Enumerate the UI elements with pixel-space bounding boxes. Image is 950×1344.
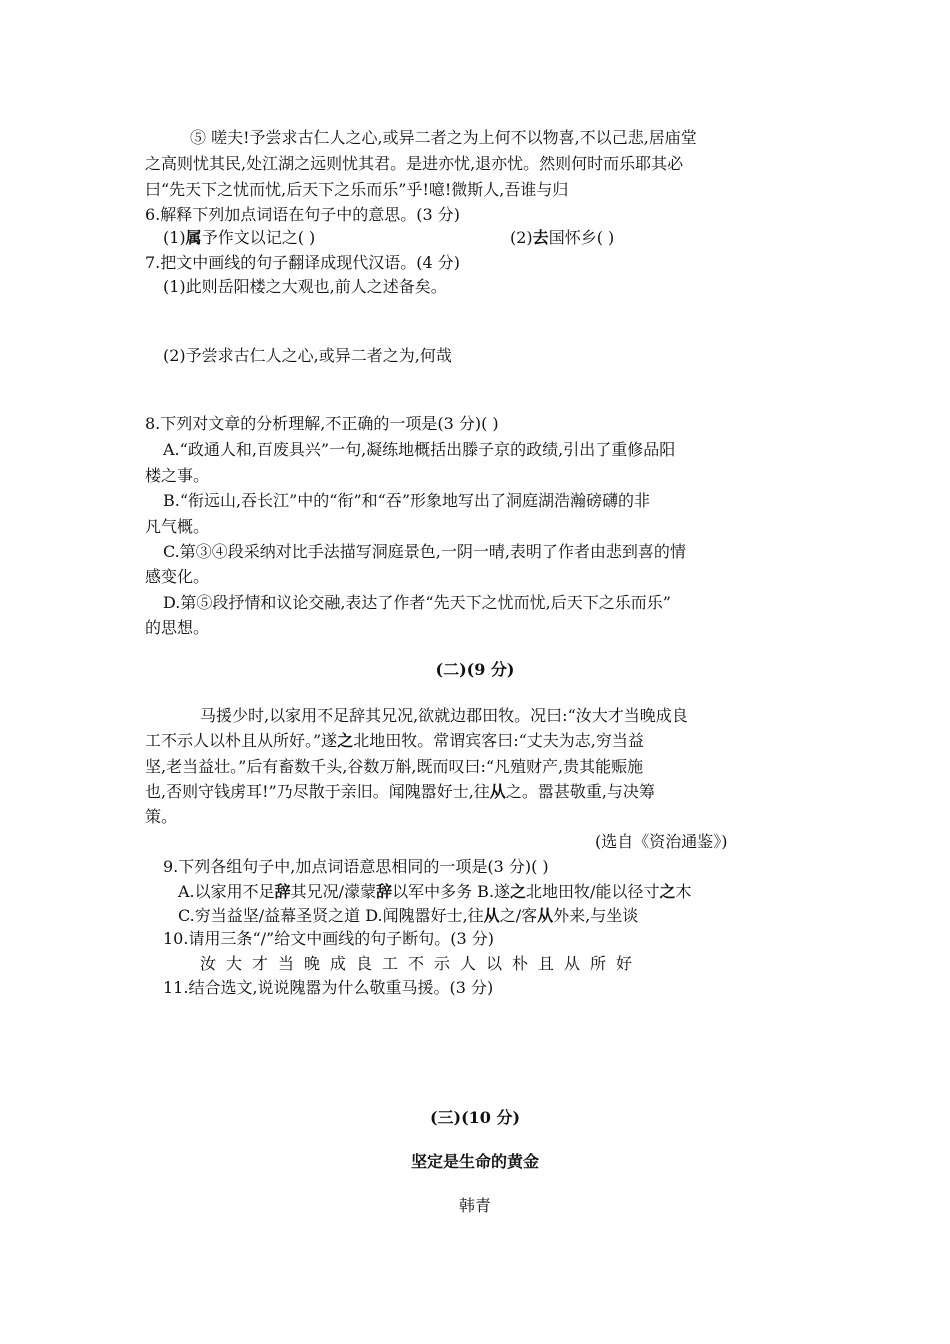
- section-2-source: (选自《资治通鉴》): [595, 832, 728, 851]
- q9-stem: 9.下列各组句子中,加点词语意思相同的一项是(3 分)( ): [163, 857, 549, 876]
- q7-sentence-1: (1)此则岳阳楼之大观也,前人之述备矣。: [163, 277, 447, 296]
- section-2-paragraph-line-3: 坚,老当益壮。”后有畜数千头,谷数万斛,既而叹曰:“凡殖财产,贵其能赈施: [145, 757, 644, 776]
- section-2-line-4-dotted-word: 从: [489, 782, 506, 801]
- q9-ab-text-1: A.以家用不足: [178, 882, 275, 901]
- section-2-line-4-text-a: 也,否则守钱虏耳!”乃尽散于亲旧。闻隗嚣好士,往: [145, 782, 490, 801]
- q7-sentence-2: (2)予尝求古仁人之心,或异二者之为,何哉: [163, 346, 452, 365]
- section-2-heading: (二)(9 分): [435, 660, 515, 679]
- q9-options-ab: [178, 882, 691, 902]
- section-2-paragraph-line-5: 策。: [145, 807, 178, 826]
- q9-cd-dotted-2: 从: [537, 906, 554, 925]
- q9-ab-dotted-4: 之: [659, 882, 676, 901]
- q8-option-c-line-2: 感变化。: [145, 567, 210, 586]
- q6-item-2: [510, 228, 614, 248]
- section-3-heading: (三)(10 分): [429, 1108, 521, 1127]
- q6-stem: 6.解释下列加点词语在句子中的意思。(3 分): [145, 205, 461, 224]
- q9-ab-text-3: 以军中多务 B.遂: [392, 882, 511, 901]
- q9-ab-text-4: 北地田牧/能以径寸: [526, 882, 660, 901]
- article-title: 坚定是生命的黄金: [410, 1152, 539, 1171]
- q8-option-b-line-1: B.“衔远山,吞长江”中的“衔”和“吞”形象地写出了洞庭湖浩瀚磅礴的非: [163, 491, 651, 510]
- section-2-paragraph-line-4: [145, 782, 655, 802]
- q9-cd-text-1: C.穷当益坚/益幕圣贤之道 D.闻隗嚣好士,往: [178, 906, 484, 925]
- q7-stem: 7.把文中画线的句子翻译成现代汉语。(4 分): [145, 253, 461, 272]
- q8-option-c-line-1: C.第③④段采纳对比手法描写洞庭景色,一阴一晴,表明了作者由悲到喜的情: [163, 542, 686, 561]
- q9-ab-text-5: 木: [675, 882, 692, 901]
- q9-ab-dotted-2: 辞: [376, 882, 393, 901]
- q8-option-b-line-2: 凡气概。: [145, 517, 210, 536]
- section-2-paragraph-line-2: [145, 731, 644, 751]
- q6-item-2-text: 国怀乡( ): [548, 228, 615, 247]
- q6-item-1-prefix: (1): [163, 228, 186, 247]
- section-2-line-2-text-a: 工不示人以朴且从所好。”遂: [145, 731, 338, 750]
- q9-ab-text-2: 其兄况/濛蒙: [290, 882, 377, 901]
- section-2-paragraph-line-1: 马援少时,以家用不足辞其兄况,欲就边郡田牧。况曰:“汝大才当晚成良: [200, 706, 688, 725]
- passage-line-1: ⑤ 嗟夫!予尝求古仁人之心,或异二者之为上何不以物喜,不以己悲,居庙堂: [190, 128, 697, 147]
- q8-stem: 8.下列对文章的分析理解,不正确的一项是(3 分)( ): [145, 414, 499, 433]
- section-2-line-4-text-b: 之。嚣甚敬重,与决筹: [505, 782, 655, 801]
- q9-ab-dotted-1: 辞: [274, 882, 291, 901]
- q8-option-a-line-1: A.“政通人和,百废具兴”一句,凝练地概括出滕子京的政绩,引出了重修品阳: [163, 440, 676, 459]
- q8-option-a-line-2: 楼之事。: [145, 466, 210, 485]
- passage-line-3: 曰“先天下之忧而忧,后天下之乐而乐”乎!噫!微斯人,吾谁与归: [145, 180, 569, 199]
- passage-line-2: 之高则忧其民,处江湖之远则忧其君。是进亦忧,退亦忧。然则何时而乐耶其必: [145, 154, 684, 173]
- q8-option-d-line-1: D.第⑤段抒情和议论交融,表达了作者“先天下之忧而忧,后天下之乐而乐”: [163, 593, 671, 612]
- section-2-line-2-text-b: 北地田牧。常谓宾客曰:“丈夫为志,穷当益: [353, 731, 644, 750]
- q10-sentence: 汝大才当晚成良工不示人以朴且从所好: [200, 954, 643, 973]
- article-author: 韩青: [458, 1196, 491, 1215]
- q9-cd-text-3: 外来,与坐谈: [553, 906, 639, 925]
- q11-stem: 11.结合选文,说说隗嚣为什么敬重马援。(3 分): [163, 978, 494, 997]
- q6-item-1-text: 予作文以记之( ): [201, 228, 316, 247]
- q6-item-1-dotted-word: 属: [185, 228, 202, 247]
- section-2-line-2-dotted-word: 之: [337, 731, 354, 750]
- q6-item-1: [163, 228, 315, 248]
- q9-ab-dotted-3: 之: [510, 882, 527, 901]
- q6-item-2-dotted-word: 去: [532, 228, 549, 247]
- q9-cd-dotted-1: 从: [483, 906, 500, 925]
- q6-item-2-prefix: (2): [510, 228, 533, 247]
- q9-options-cd: [178, 906, 638, 926]
- q10-stem: 10.请用三条“/”给文中画线的句子断句。(3 分): [163, 929, 494, 948]
- q9-cd-text-2: 之/客: [499, 906, 538, 925]
- q8-option-d-line-2: 的思想。: [145, 618, 210, 637]
